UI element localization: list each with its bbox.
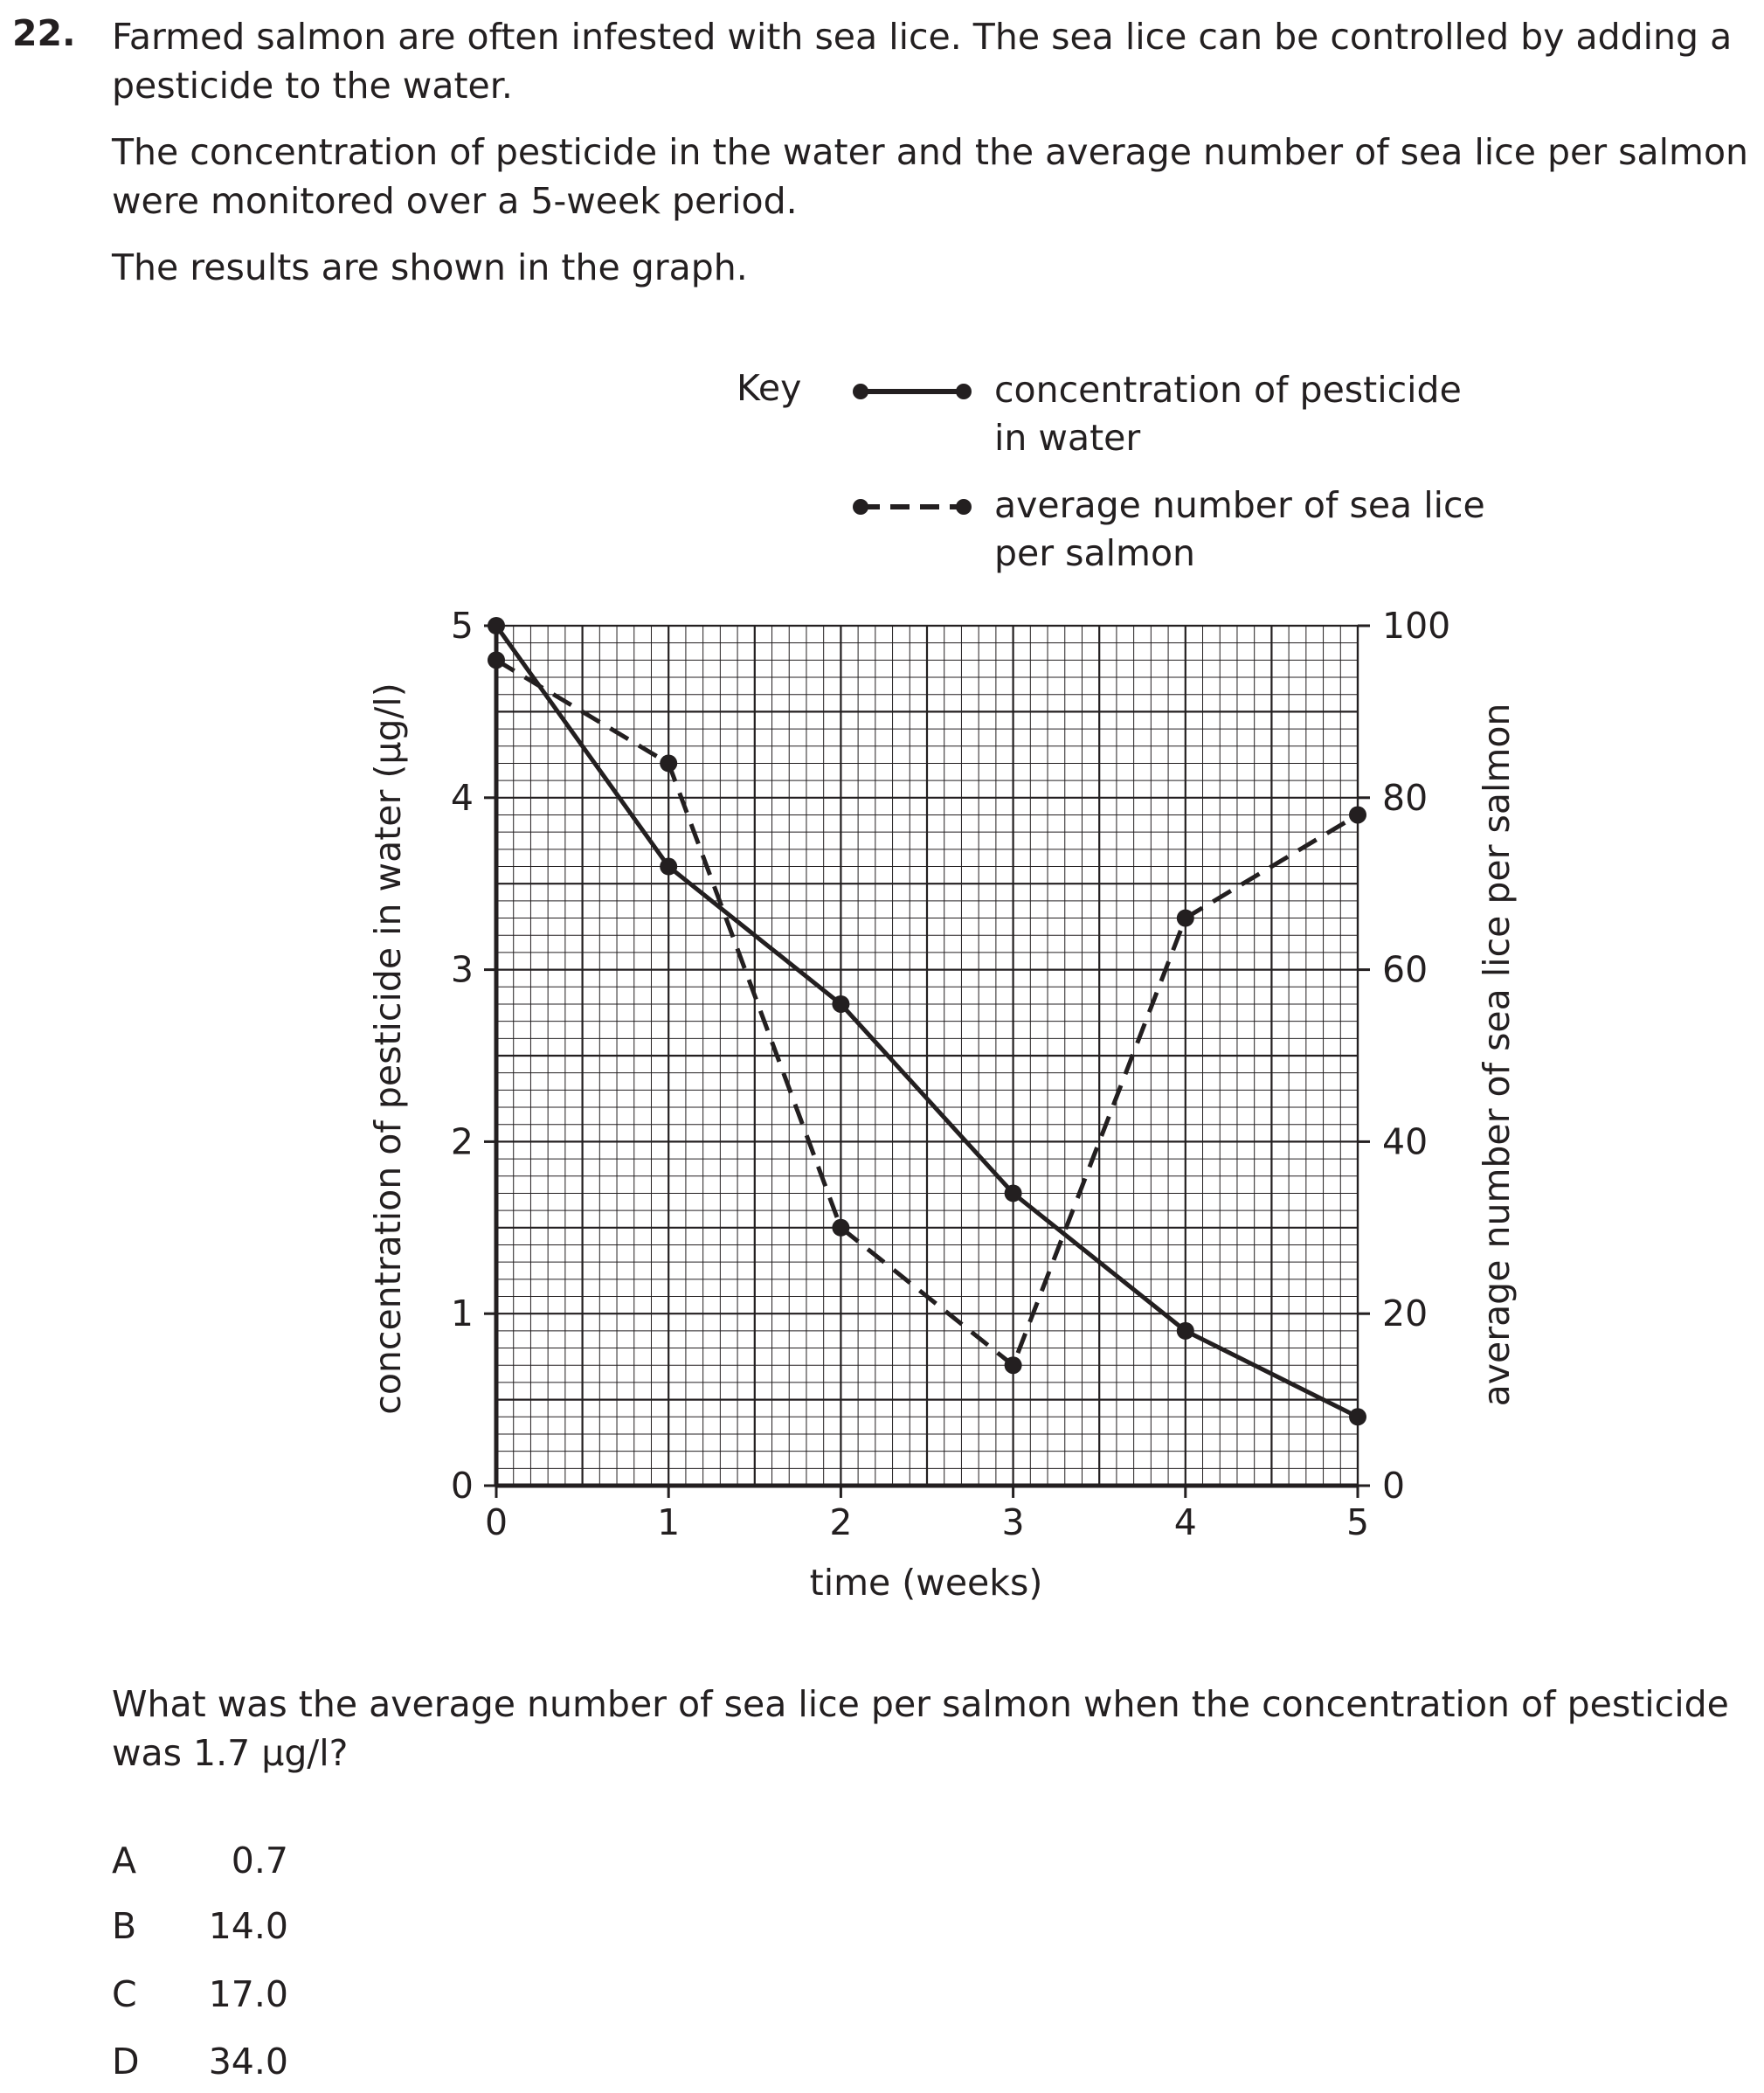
x-tick-label: 4: [1173, 1501, 1197, 1543]
x-tick-label: 5: [1345, 1501, 1370, 1543]
data-point-pesticide: [1177, 1322, 1194, 1340]
option-d[interactable]: [112, 2041, 288, 2083]
data-point-pesticide: [1349, 1408, 1366, 1425]
data-point-sea-lice: [1349, 806, 1366, 823]
option-letter: B: [112, 1905, 137, 1947]
y-right-tick-label: 0: [1382, 1465, 1406, 1507]
y-right-tick-label: 40: [1382, 1120, 1428, 1163]
x-axis-label: time (weeks): [809, 1562, 1043, 1604]
option-value: 14.0: [208, 1905, 288, 1947]
tick-labels: [451, 605, 1450, 1543]
y-left-tick-label: 3: [450, 948, 474, 991]
legend-solid-marker-left: [853, 384, 868, 399]
question-results-text: The results are shown in the graph.: [112, 246, 748, 288]
legend-label-lice-line2: per salmon: [994, 532, 1196, 574]
data-point-sea-lice: [488, 651, 505, 669]
option-value: 0.7: [231, 1840, 288, 1882]
data-point-sea-lice: [1177, 910, 1194, 927]
option-letter: C: [112, 1973, 137, 2015]
line-chart: [0, 350, 1764, 1643]
y-left-tick-label: 2: [450, 1120, 474, 1163]
y-left-tick-label: 0: [450, 1465, 474, 1507]
option-letter: D: [112, 2041, 140, 2083]
y-right-tick-label: 100: [1382, 605, 1451, 647]
y-left-tick-label: 5: [450, 605, 474, 647]
legend-dashed-marker-right: [956, 499, 972, 515]
x-tick-label: 3: [1001, 1501, 1025, 1543]
x-tick-label: 0: [484, 1501, 508, 1543]
option-b[interactable]: [112, 1905, 288, 1947]
data-point-sea-lice: [1005, 1356, 1022, 1374]
data-point-sea-lice: [832, 1219, 849, 1237]
legend-label-lice-line1: average number of sea lice: [994, 484, 1485, 526]
data-point-sea-lice: [660, 754, 677, 772]
legend-label-pesticide-line2: in water: [994, 417, 1141, 459]
question-number: 22.: [12, 12, 76, 54]
question-intro: Farmed salmon are often infested with sea lice. The sea lice can be controlled by adding a pesticide to the water.: [112, 16, 1733, 107]
grid-major: [496, 626, 1358, 1486]
option-a[interactable]: [112, 1840, 288, 1882]
x-tick-label: 2: [829, 1501, 853, 1543]
option-letter: A: [112, 1840, 137, 1882]
y-left-tick-label: 4: [450, 776, 474, 819]
x-tick-label: 1: [657, 1501, 681, 1543]
option-value: 34.0: [208, 2041, 288, 2083]
y-right-tick-label: 20: [1382, 1293, 1428, 1335]
y-right-tick-label: 80: [1382, 776, 1428, 819]
data-point-pesticide: [488, 617, 505, 634]
question-prompt: What was the average number of sea lice per salmon when the concentration of pesticide was 1.7 µg/l?: [112, 1683, 1729, 1774]
legend-title: Key: [737, 367, 802, 409]
y-axis-right-label: average number of sea lice per salmon: [1476, 703, 1518, 1407]
y-right-tick-label: 60: [1382, 948, 1428, 991]
legend-solid-marker-right: [956, 384, 972, 399]
y-axis-left-label: concentration of pesticide in water (µg/l): [367, 683, 409, 1415]
option-value: 17.0: [208, 1973, 288, 2015]
y-left-tick-label: 1: [450, 1293, 474, 1335]
question-method: The concentration of pesticide in the water and the average number of sea lice per salmon were monitored over a 5-week period.: [112, 131, 1749, 222]
data-point-pesticide: [1005, 1184, 1022, 1202]
data-point-pesticide: [832, 995, 849, 1013]
data-point-pesticide: [660, 858, 677, 876]
legend-dashed-marker-left: [853, 499, 868, 515]
option-c[interactable]: [112, 1973, 288, 2015]
legend: [737, 367, 1485, 574]
legend-label-pesticide-line1: concentration of pesticide: [994, 369, 1462, 411]
